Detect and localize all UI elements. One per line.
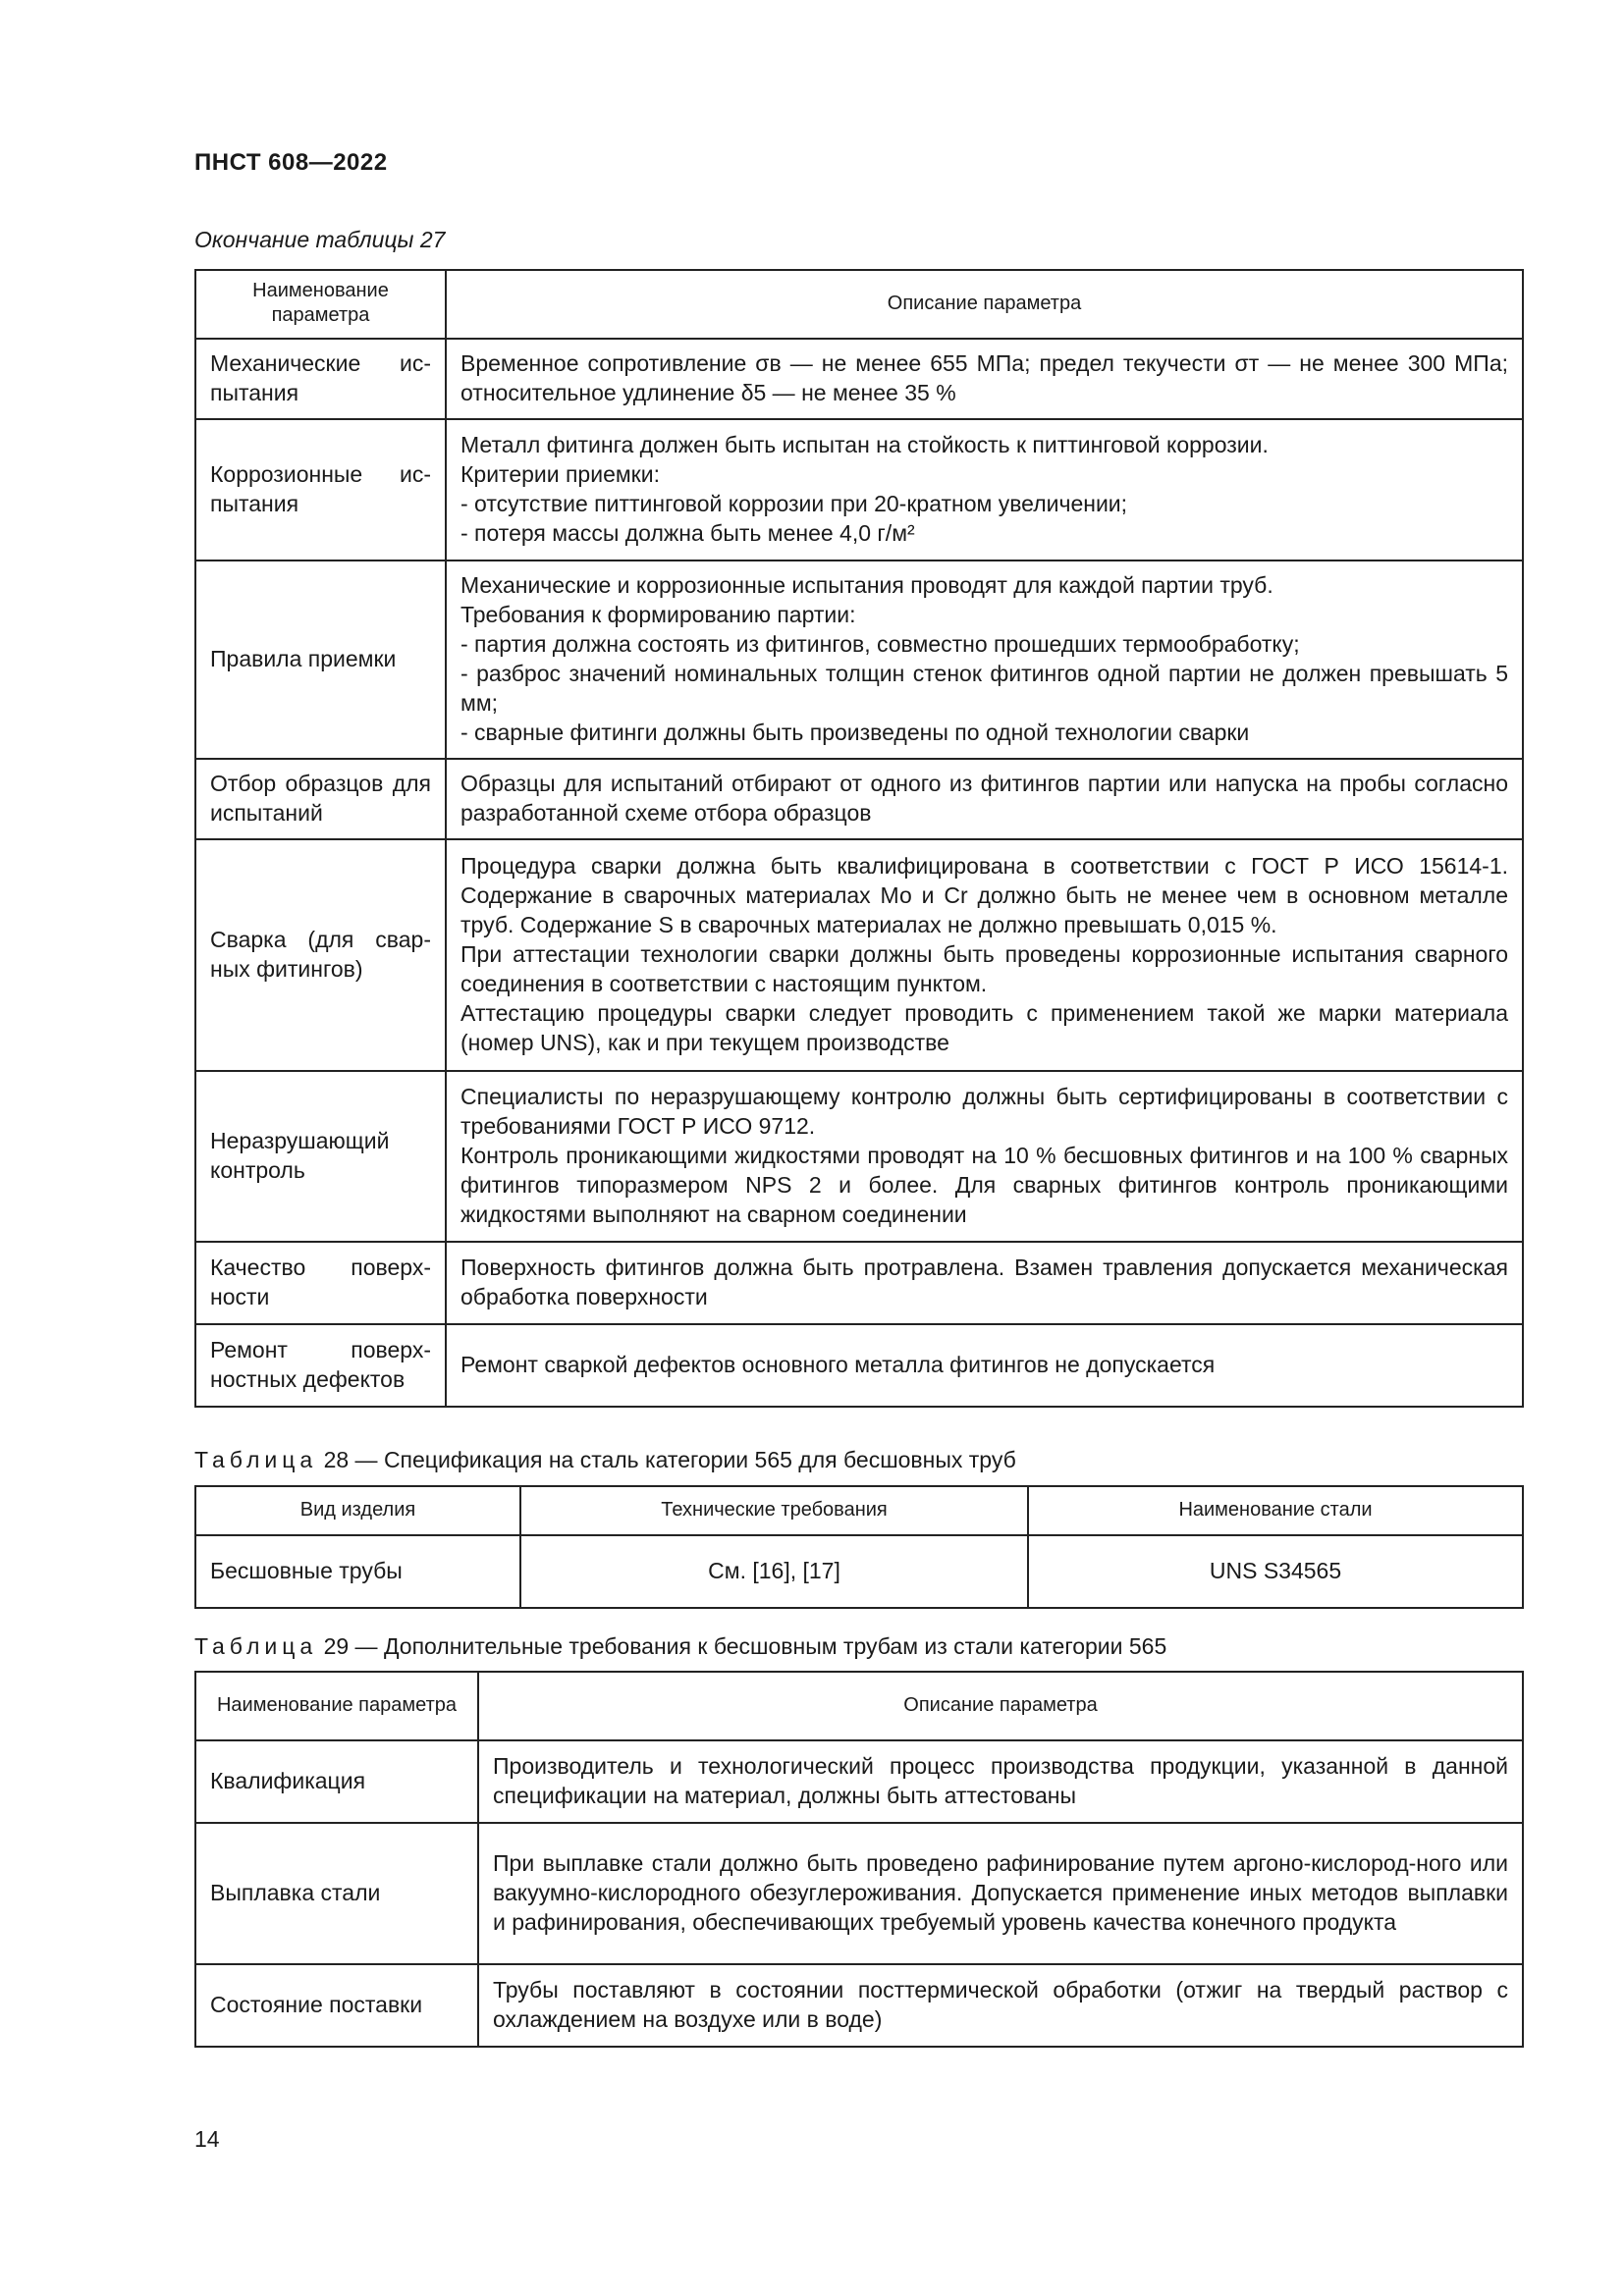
desc-line: - отсутствие питтинговой коррозии при 20-кратном увеличении;	[460, 491, 1128, 516]
table-row	[195, 1740, 1523, 1823]
param-cell: Качество поверх-ности	[195, 1242, 446, 1324]
table-row	[195, 1964, 1523, 2047]
table-28	[194, 1485, 1524, 1609]
param-cell: Механические ис-пытания	[195, 339, 446, 419]
table-29-caption-text: 29 — Дополнительные требования к бесшовным трубам из стали категории 565	[323, 1633, 1167, 1659]
desc-line: - потеря массы должна быть менее 4,0 г/м²	[460, 520, 915, 546]
param-cell: Квалификация	[195, 1740, 478, 1823]
table-row	[195, 1071, 1523, 1242]
table-row	[195, 339, 1523, 419]
table-27-header-param: Наименование параметра	[195, 270, 446, 339]
table-29-caption	[194, 1633, 1166, 1660]
table-28-caption-word: Таблица	[194, 1447, 318, 1472]
document-code: ПНСТ 608—2022	[194, 149, 388, 176]
desc-line: Требования к формированию партии:	[460, 602, 856, 627]
table-28-caption-text: 28 — Спецификация на сталь категории 565 для бесшовных труб	[323, 1447, 1016, 1472]
desc-line: Металл фитинга должен быть испытан на стойкость к питтинговой коррозии.	[460, 432, 1269, 457]
desc-line: Процедура сварки должна быть квалифицирована в соответствии с ГОСТ Р ИСО 15614-1. Содержание в сварочных материалах Мо и Cr должно быть не менее чем в основном металле труб. Содержание S в сварочных материалах не должно превышать 0,015 %.	[460, 853, 1508, 937]
table-28-header-requirements: Технические требования	[520, 1486, 1028, 1535]
desc-cell	[446, 839, 1523, 1071]
desc-cell	[446, 1071, 1523, 1242]
table-27-header-desc: Описание параметра	[446, 270, 1523, 339]
table-27-caption: Окончание таблицы 27	[194, 227, 446, 252]
table-row	[195, 759, 1523, 839]
table-row	[195, 839, 1523, 1071]
desc-cell	[446, 561, 1523, 759]
desc-line: Критерии приемки:	[460, 461, 660, 487]
desc-line: - разброс значений номинальных толщин стенок фитингов одной партии не должен превышать 5 мм;	[460, 661, 1508, 716]
page-number: 14	[194, 2126, 220, 2152]
desc-line: Специалисты по неразрушающему контролю должны быть сертифицированы в соответствии с требованиями ГОСТ Р ИСО 9712.	[460, 1084, 1508, 1139]
param-cell: Ремонт поверх-ностных дефектов	[195, 1324, 446, 1407]
table-row	[195, 1242, 1523, 1324]
desc-cell: Производитель и технологический процесс производства продукции, указанной в данной спецификации на материал, должны быть аттестованы	[478, 1740, 1523, 1823]
table-row	[195, 1535, 1523, 1608]
param-cell: Неразрушающий контроль	[195, 1071, 446, 1242]
param-cell: Сварка (для свар-ных фитингов)	[195, 839, 446, 1071]
desc-cell: Трубы поставляют в состоянии посттермической обработки (отжиг на твердый раствор с охлаждением на воздухе или в воде)	[478, 1964, 1523, 2047]
param-cell: Состояние поставки	[195, 1964, 478, 2047]
requirements-cell: См. [16], [17]	[520, 1535, 1028, 1608]
desc-cell	[446, 419, 1523, 561]
table-29-header-desc: Описание параметра	[478, 1672, 1523, 1740]
param-cell: Коррозионные ис-пытания	[195, 419, 446, 561]
desc-line: - сварные фитинги должны быть произведены по одной технологии сварки	[460, 720, 1250, 745]
desc-line: - партия должна состоять из фитингов, совместно прошедших термообработку;	[460, 631, 1300, 657]
steel-cell: UNS S34565	[1028, 1535, 1523, 1608]
table-27	[194, 269, 1524, 1408]
desc-line: Механические и коррозионные испытания проводят для каждой партии труб.	[460, 572, 1273, 598]
desc-cell: Ремонт сваркой дефектов основного металла фитингов не допускается	[446, 1324, 1523, 1407]
table-28-caption	[194, 1447, 1016, 1473]
desc-line: Аттестацию процедуры сварки следует проводить с применением такой же марки материала (номер UNS), как и при текущем производстве	[460, 1000, 1508, 1055]
desc-line: При аттестации технологии сварки должны быть проведены коррозионные испытания сварного соединения в соответствии с настоящим пунктом.	[460, 941, 1508, 996]
param-cell: Отбор образцов для испытаний	[195, 759, 446, 839]
table-28-header-steel: Наименование стали	[1028, 1486, 1523, 1535]
param-cell: Выплавка стали	[195, 1823, 478, 1964]
table-row	[195, 561, 1523, 759]
desc-cell: Образцы для испытаний отбирают от одного из фитингов партии или напуска на пробы согласно разработанной схеме отбора образцов	[446, 759, 1523, 839]
table-row	[195, 1823, 1523, 1964]
table-row	[195, 419, 1523, 561]
table-29	[194, 1671, 1524, 2048]
desc-cell: Поверхность фитингов должна быть протравлена. Взамен травления допускается механическая обработка поверхности	[446, 1242, 1523, 1324]
table-29-caption-word: Таблица	[194, 1633, 318, 1659]
table-row	[195, 1324, 1523, 1407]
desc-line: Контроль проникающими жидкостями проводят на 10 % бесшовных фитингов и на 100 % сварных фитингов типоразмером NPS 2 и более. Для сварных фитингов контроль проникающими жидкостями выполняют на сварном соединении	[460, 1143, 1508, 1227]
desc-cell: При выплавке стали должно быть проведено рафинирование путем аргоно-кислород-ного или вакуумно-кислородного обезуглероживания. Допускается применение иных методов выплавки и рафинирования, обеспечивающих требуемый уровень качества конечного продукта	[478, 1823, 1523, 1964]
table-28-header-product: Вид изделия	[195, 1486, 520, 1535]
desc-cell: Временное сопротивление σв — не менее 655 МПа; предел текучести σт — не менее 300 МПа; относительное удлинение δ5 — не менее 35 %	[446, 339, 1523, 419]
product-cell: Бесшовные трубы	[195, 1535, 520, 1608]
param-cell: Правила приемки	[195, 561, 446, 759]
table-29-header-param: Наименование параметра	[195, 1672, 478, 1740]
